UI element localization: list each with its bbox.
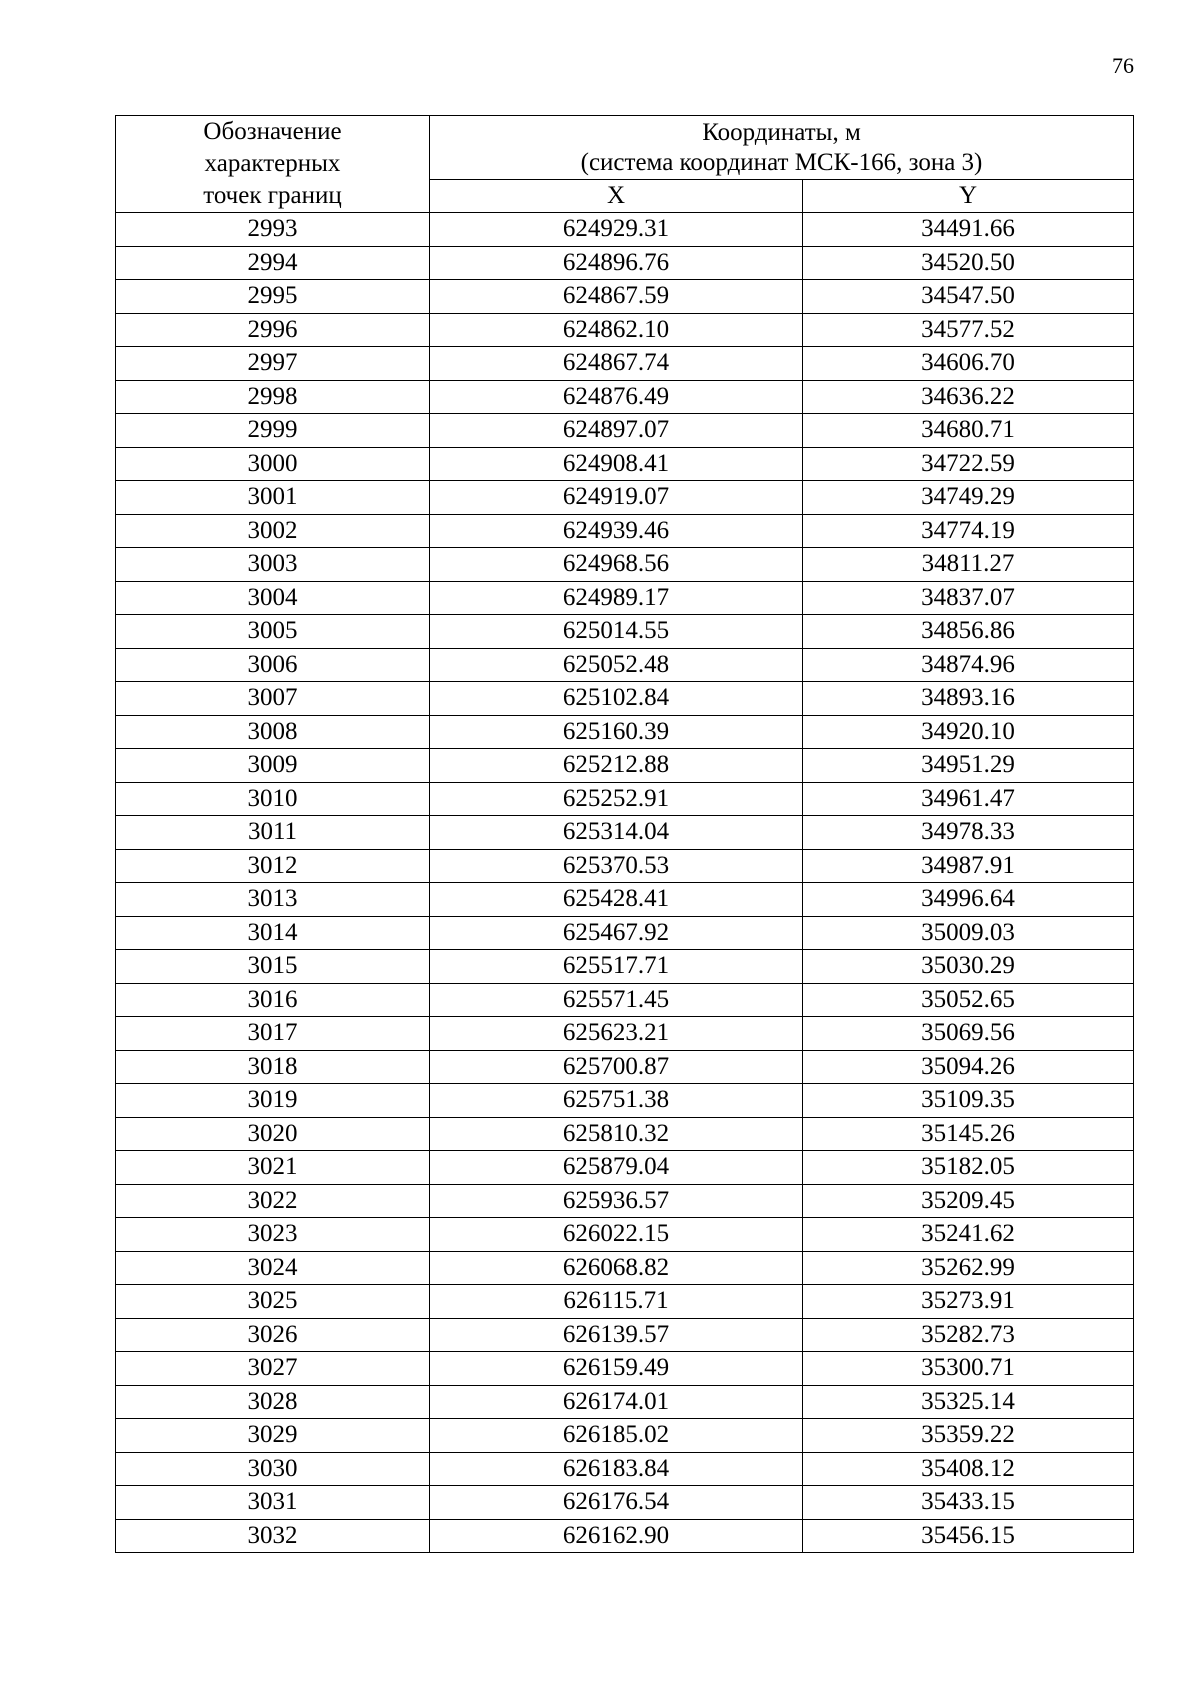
table-row bbox=[116, 1519, 1134, 1553]
x-coordinate-cell: 626185.02 bbox=[430, 1419, 803, 1453]
table-row bbox=[116, 849, 1134, 883]
table-row bbox=[116, 581, 1134, 615]
table-row bbox=[116, 1218, 1134, 1252]
point-id-cell: 2995 bbox=[116, 280, 430, 314]
y-coordinate-cell: 35273.91 bbox=[803, 1285, 1134, 1319]
y-coordinate-cell: 35359.22 bbox=[803, 1419, 1134, 1453]
table-row bbox=[116, 916, 1134, 950]
point-id-cell: 3019 bbox=[116, 1084, 430, 1118]
x-coordinate-cell: 625252.91 bbox=[430, 782, 803, 816]
point-id-cell: 3031 bbox=[116, 1486, 430, 1520]
point-id-cell: 3025 bbox=[116, 1285, 430, 1319]
table-row bbox=[116, 1017, 1134, 1051]
x-coordinate-cell: 624968.56 bbox=[430, 548, 803, 582]
coordinate-system-label: (система координат МСК-166, зона 3) bbox=[580, 148, 983, 176]
y-coordinate-cell: 34987.91 bbox=[803, 849, 1134, 883]
x-coordinate-cell: 626068.82 bbox=[430, 1251, 803, 1285]
page-number: 76 bbox=[1112, 53, 1134, 78]
point-id-cell: 2994 bbox=[116, 246, 430, 280]
y-coordinate-cell: 34606.70 bbox=[803, 347, 1134, 381]
point-id-cell: 3008 bbox=[116, 715, 430, 749]
y-coordinate-cell: 34920.10 bbox=[803, 715, 1134, 749]
table-row bbox=[116, 1117, 1134, 1151]
y-coordinate-cell: 35109.35 bbox=[803, 1084, 1134, 1118]
table-row bbox=[116, 1318, 1134, 1352]
table-row bbox=[116, 548, 1134, 582]
point-id-cell: 3005 bbox=[116, 615, 430, 649]
point-id-cell: 3023 bbox=[116, 1218, 430, 1252]
x-coordinate-cell: 625879.04 bbox=[430, 1151, 803, 1185]
table-row bbox=[116, 749, 1134, 783]
x-coordinate-cell: 626159.49 bbox=[430, 1352, 803, 1386]
x-coordinate-cell: 625467.92 bbox=[430, 916, 803, 950]
point-id-cell: 3001 bbox=[116, 481, 430, 515]
point-id-cell: 3006 bbox=[116, 648, 430, 682]
x-coordinate-cell: 624939.46 bbox=[430, 514, 803, 548]
y-coordinate-cell: 35262.99 bbox=[803, 1251, 1134, 1285]
point-id-cell: 3013 bbox=[116, 883, 430, 917]
x-coordinate-cell: 625052.48 bbox=[430, 648, 803, 682]
table-row bbox=[116, 414, 1134, 448]
point-id-cell: 2998 bbox=[116, 380, 430, 414]
x-coordinate-cell: 625623.21 bbox=[430, 1017, 803, 1051]
x-coordinate-cell: 624908.41 bbox=[430, 447, 803, 481]
table-row bbox=[116, 615, 1134, 649]
points-header-line-2: характерных bbox=[204, 150, 341, 177]
y-coordinate-cell: 34680.71 bbox=[803, 414, 1134, 448]
y-coordinate-cell: 34837.07 bbox=[803, 581, 1134, 615]
table-header bbox=[116, 116, 1134, 213]
x-coordinate-cell: 624919.07 bbox=[430, 481, 803, 515]
table-row bbox=[116, 1251, 1134, 1285]
y-coordinate-cell: 34996.64 bbox=[803, 883, 1134, 917]
coordinates-table bbox=[115, 115, 1134, 1553]
point-id-cell: 3027 bbox=[116, 1352, 430, 1386]
y-coordinate-cell: 35069.56 bbox=[803, 1017, 1134, 1051]
table-row bbox=[116, 481, 1134, 515]
table-row bbox=[116, 1486, 1134, 1520]
y-coordinate-cell: 34722.59 bbox=[803, 447, 1134, 481]
x-coordinate-cell: 624876.49 bbox=[430, 380, 803, 414]
point-id-cell: 3029 bbox=[116, 1419, 430, 1453]
y-coordinate-cell: 35145.26 bbox=[803, 1117, 1134, 1151]
points-header-line-1: Обозначение bbox=[203, 118, 342, 145]
x-coordinate-cell: 624867.74 bbox=[430, 347, 803, 381]
x-coordinate-cell: 625428.41 bbox=[430, 883, 803, 917]
x-coordinate-cell: 625212.88 bbox=[430, 749, 803, 783]
point-id-cell: 3018 bbox=[116, 1050, 430, 1084]
y-coordinate-cell: 35209.45 bbox=[803, 1184, 1134, 1218]
point-id-cell: 3022 bbox=[116, 1184, 430, 1218]
point-id-cell: 3021 bbox=[116, 1151, 430, 1185]
point-id-cell: 3028 bbox=[116, 1385, 430, 1419]
x-coordinate-cell: 625700.87 bbox=[430, 1050, 803, 1084]
table-row bbox=[116, 816, 1134, 850]
point-id-cell: 3014 bbox=[116, 916, 430, 950]
x-coordinate-cell: 625936.57 bbox=[430, 1184, 803, 1218]
table-row bbox=[116, 1285, 1134, 1319]
x-coordinate-cell: 626162.90 bbox=[430, 1519, 803, 1553]
point-id-cell: 2996 bbox=[116, 313, 430, 347]
point-id-cell: 3011 bbox=[116, 816, 430, 850]
y-coordinate-cell: 35182.05 bbox=[803, 1151, 1134, 1185]
point-id-cell: 3009 bbox=[116, 749, 430, 783]
y-coordinate-cell: 34636.22 bbox=[803, 380, 1134, 414]
point-id-cell: 3032 bbox=[116, 1519, 430, 1553]
y-coordinate-cell: 35009.03 bbox=[803, 916, 1134, 950]
x-coordinate-cell: 624989.17 bbox=[430, 581, 803, 615]
table-body bbox=[116, 213, 1134, 1553]
y-coordinate-cell: 34774.19 bbox=[803, 514, 1134, 548]
coordinates-title: Координаты, м bbox=[702, 118, 861, 146]
y-coordinate-cell: 34811.27 bbox=[803, 548, 1134, 582]
table-row bbox=[116, 950, 1134, 984]
table-row bbox=[116, 1050, 1134, 1084]
table-row bbox=[116, 347, 1134, 381]
x-coordinate-cell: 625014.55 bbox=[430, 615, 803, 649]
y-coordinate-cell: 35282.73 bbox=[803, 1318, 1134, 1352]
x-coordinate-cell: 625810.32 bbox=[430, 1117, 803, 1151]
point-id-cell: 3015 bbox=[116, 950, 430, 984]
point-id-cell: 3002 bbox=[116, 514, 430, 548]
y-coordinate-cell: 35241.62 bbox=[803, 1218, 1134, 1252]
coordinates-column-header bbox=[430, 116, 1134, 180]
x-coordinate-cell: 625751.38 bbox=[430, 1084, 803, 1118]
point-id-cell: 3000 bbox=[116, 447, 430, 481]
table-row bbox=[116, 1184, 1134, 1218]
x-coordinate-cell: 625102.84 bbox=[430, 682, 803, 716]
point-id-cell: 3010 bbox=[116, 782, 430, 816]
table-row bbox=[116, 1084, 1134, 1118]
x-column-header: X bbox=[430, 180, 803, 213]
point-id-cell: 3030 bbox=[116, 1452, 430, 1486]
y-coordinate-cell: 35408.12 bbox=[803, 1452, 1134, 1486]
table-row bbox=[116, 782, 1134, 816]
y-coordinate-cell: 35030.29 bbox=[803, 950, 1134, 984]
points-column-header bbox=[116, 116, 430, 213]
table-row bbox=[116, 1352, 1134, 1386]
point-id-cell: 3024 bbox=[116, 1251, 430, 1285]
point-id-cell: 3016 bbox=[116, 983, 430, 1017]
table-row bbox=[116, 983, 1134, 1017]
point-id-cell: 2993 bbox=[116, 213, 430, 247]
table-row bbox=[116, 1385, 1134, 1419]
table-row bbox=[116, 246, 1134, 280]
y-coordinate-cell: 35325.14 bbox=[803, 1385, 1134, 1419]
points-header-line-3: точек границ bbox=[203, 182, 342, 209]
y-coordinate-cell: 34520.50 bbox=[803, 246, 1134, 280]
point-id-cell: 2999 bbox=[116, 414, 430, 448]
table-row bbox=[116, 715, 1134, 749]
y-coordinate-cell: 34961.47 bbox=[803, 782, 1134, 816]
y-coordinate-cell: 35052.65 bbox=[803, 983, 1134, 1017]
y-coordinate-cell: 34491.66 bbox=[803, 213, 1134, 247]
table-row bbox=[116, 514, 1134, 548]
table-row bbox=[116, 648, 1134, 682]
x-coordinate-cell: 625571.45 bbox=[430, 983, 803, 1017]
table-row bbox=[116, 447, 1134, 481]
y-coordinate-cell: 34547.50 bbox=[803, 280, 1134, 314]
y-coordinate-cell: 34577.52 bbox=[803, 313, 1134, 347]
point-id-cell: 2997 bbox=[116, 347, 430, 381]
table-row bbox=[116, 682, 1134, 716]
table-row bbox=[116, 883, 1134, 917]
table-row bbox=[116, 1419, 1134, 1453]
x-coordinate-cell: 626022.15 bbox=[430, 1218, 803, 1252]
point-id-cell: 3026 bbox=[116, 1318, 430, 1352]
x-coordinate-cell: 624867.59 bbox=[430, 280, 803, 314]
y-coordinate-cell: 34893.16 bbox=[803, 682, 1134, 716]
y-coordinate-cell: 35300.71 bbox=[803, 1352, 1134, 1386]
y-coordinate-cell: 35456.15 bbox=[803, 1519, 1134, 1553]
x-coordinate-cell: 625370.53 bbox=[430, 849, 803, 883]
y-coordinate-cell: 34749.29 bbox=[803, 481, 1134, 515]
point-id-cell: 3004 bbox=[116, 581, 430, 615]
point-id-cell: 3020 bbox=[116, 1117, 430, 1151]
x-coordinate-cell: 626115.71 bbox=[430, 1285, 803, 1319]
x-coordinate-cell: 626139.57 bbox=[430, 1318, 803, 1352]
point-id-cell: 3017 bbox=[116, 1017, 430, 1051]
point-id-cell: 3003 bbox=[116, 548, 430, 582]
table-row bbox=[116, 280, 1134, 314]
x-coordinate-cell: 626176.54 bbox=[430, 1486, 803, 1520]
x-coordinate-cell: 624896.76 bbox=[430, 246, 803, 280]
y-coordinate-cell: 34874.96 bbox=[803, 648, 1134, 682]
x-coordinate-cell: 625314.04 bbox=[430, 816, 803, 850]
table-row bbox=[116, 313, 1134, 347]
y-coordinate-cell: 35094.26 bbox=[803, 1050, 1134, 1084]
table-row bbox=[116, 213, 1134, 247]
x-coordinate-cell: 624862.10 bbox=[430, 313, 803, 347]
point-id-cell: 3012 bbox=[116, 849, 430, 883]
x-coordinate-cell: 626174.01 bbox=[430, 1385, 803, 1419]
x-coordinate-cell: 624929.31 bbox=[430, 213, 803, 247]
table-row bbox=[116, 1151, 1134, 1185]
x-coordinate-cell: 624897.07 bbox=[430, 414, 803, 448]
y-column-header: Y bbox=[803, 180, 1134, 213]
point-id-cell: 3007 bbox=[116, 682, 430, 716]
y-coordinate-cell: 34951.29 bbox=[803, 749, 1134, 783]
table-row bbox=[116, 1452, 1134, 1486]
y-coordinate-cell: 34978.33 bbox=[803, 816, 1134, 850]
x-coordinate-cell: 626183.84 bbox=[430, 1452, 803, 1486]
x-coordinate-cell: 625517.71 bbox=[430, 950, 803, 984]
x-coordinate-cell: 625160.39 bbox=[430, 715, 803, 749]
y-coordinate-cell: 35433.15 bbox=[803, 1486, 1134, 1520]
table-row bbox=[116, 380, 1134, 414]
y-coordinate-cell: 34856.86 bbox=[803, 615, 1134, 649]
